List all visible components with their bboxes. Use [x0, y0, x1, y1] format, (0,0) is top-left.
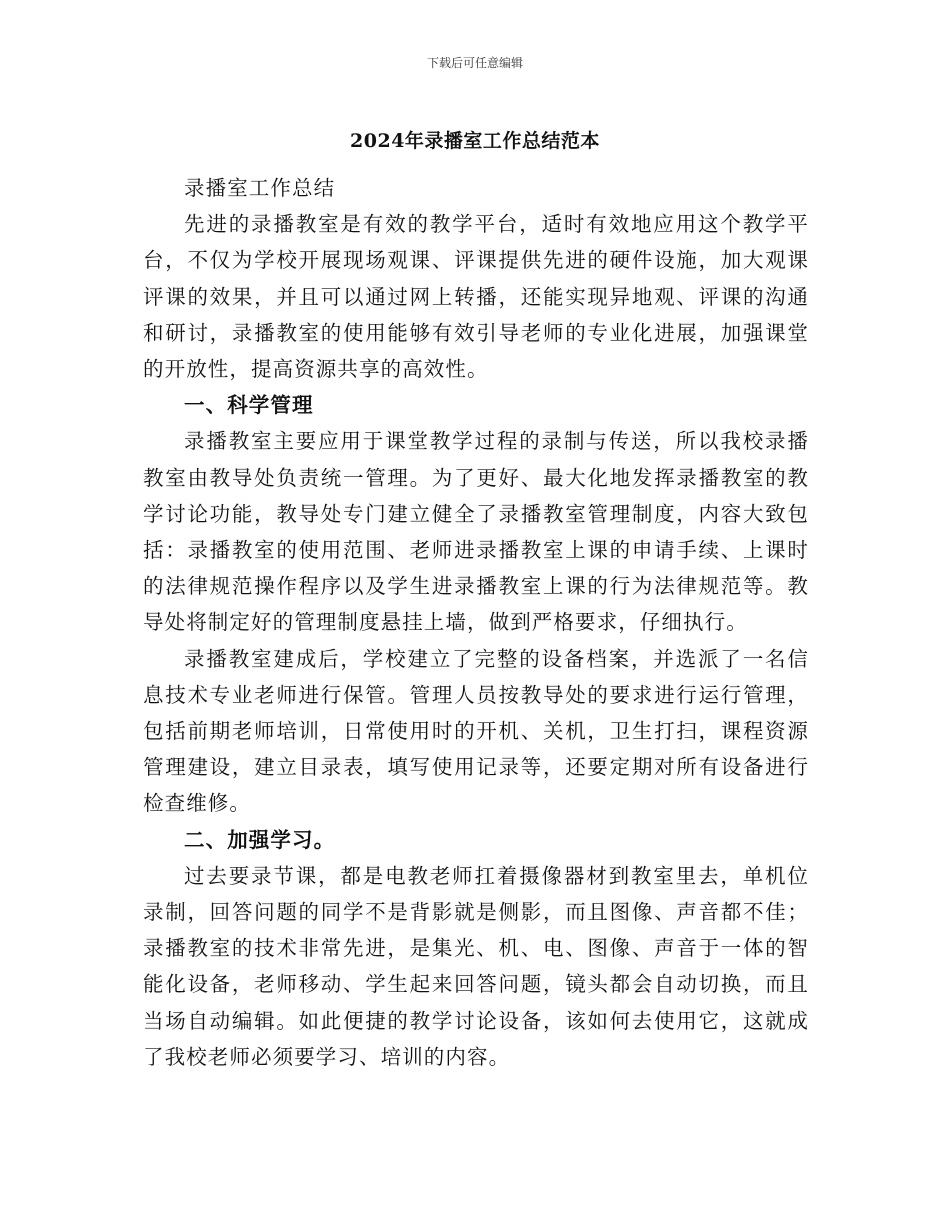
paragraph-management-2: 录播教室建成后，学校建立了完整的设备档案，并选派了一名信息技术专业老师进行保管。管理人员按教导处的要求进行运行管理，包括前期老师培训，日常使用时的开机、关机，卫生打扫，课程资源管理建设，建立目录表，填写使用记录等，还要定期对所有设备进行检查维修。	[143, 646, 809, 816]
page-header-note: 下载后可任意编辑	[426, 56, 523, 70]
section-subtitle: 录播室工作总结	[184, 176, 336, 200]
paragraph-management-1: 录播教室主要应用于课堂教学过程的录制与传送，所以我校录播教室由教导处负责统一管理。为了更好、最大化地发挥录播教室的教学讨论功能，教导处专门建立健全了录播教室管理制度，内容大致包括：录播教室的使用范围、老师进录播教室上课的申请手续、上课时的法律规范操作程序以及学生进录播教室上课的行为法律规范等。教导处将制定好的管理制度悬挂上墙，做到严格要求，仔细执行。	[143, 429, 809, 635]
heading-strengthen-learning: 二、加强学习。	[184, 827, 336, 852]
document-body	[143, 170, 809, 1075]
paragraph-learning-1: 过去要录节课，都是电教老师扛着摄像器材到教室里去，单机位录制，回答问题的同学不是背影就是侧影，而且图像、声音都不佳；录播教室的技术非常先进，是集光、机、电、图像、声音于一体的智能化设备，老师移动、学生起来回答问题，镜头都会自动切换，而且当场自动编辑。如此便捷的教学讨论设备，该如何去使用它，这就成了我校老师必须要学习、培训的内容。	[143, 863, 809, 1069]
document-title: 2024年录播室工作总结范本	[350, 130, 600, 152]
heading-scientific-management: 一、科学管理	[184, 393, 314, 418]
paragraph-intro: 先进的录播教室是有效的教学平台，适时有效地应用这个教学平台，不仅为学校开展现场观课、评课提供先进的硬件设施，加大观课评课的效果，并且可以通过网上转播，还能实现异地观、评课的沟通和研讨，录播教室的使用能够有效引导老师的专业化进展，加强课堂的开放性，提高资源共享的高效性。	[143, 212, 809, 382]
